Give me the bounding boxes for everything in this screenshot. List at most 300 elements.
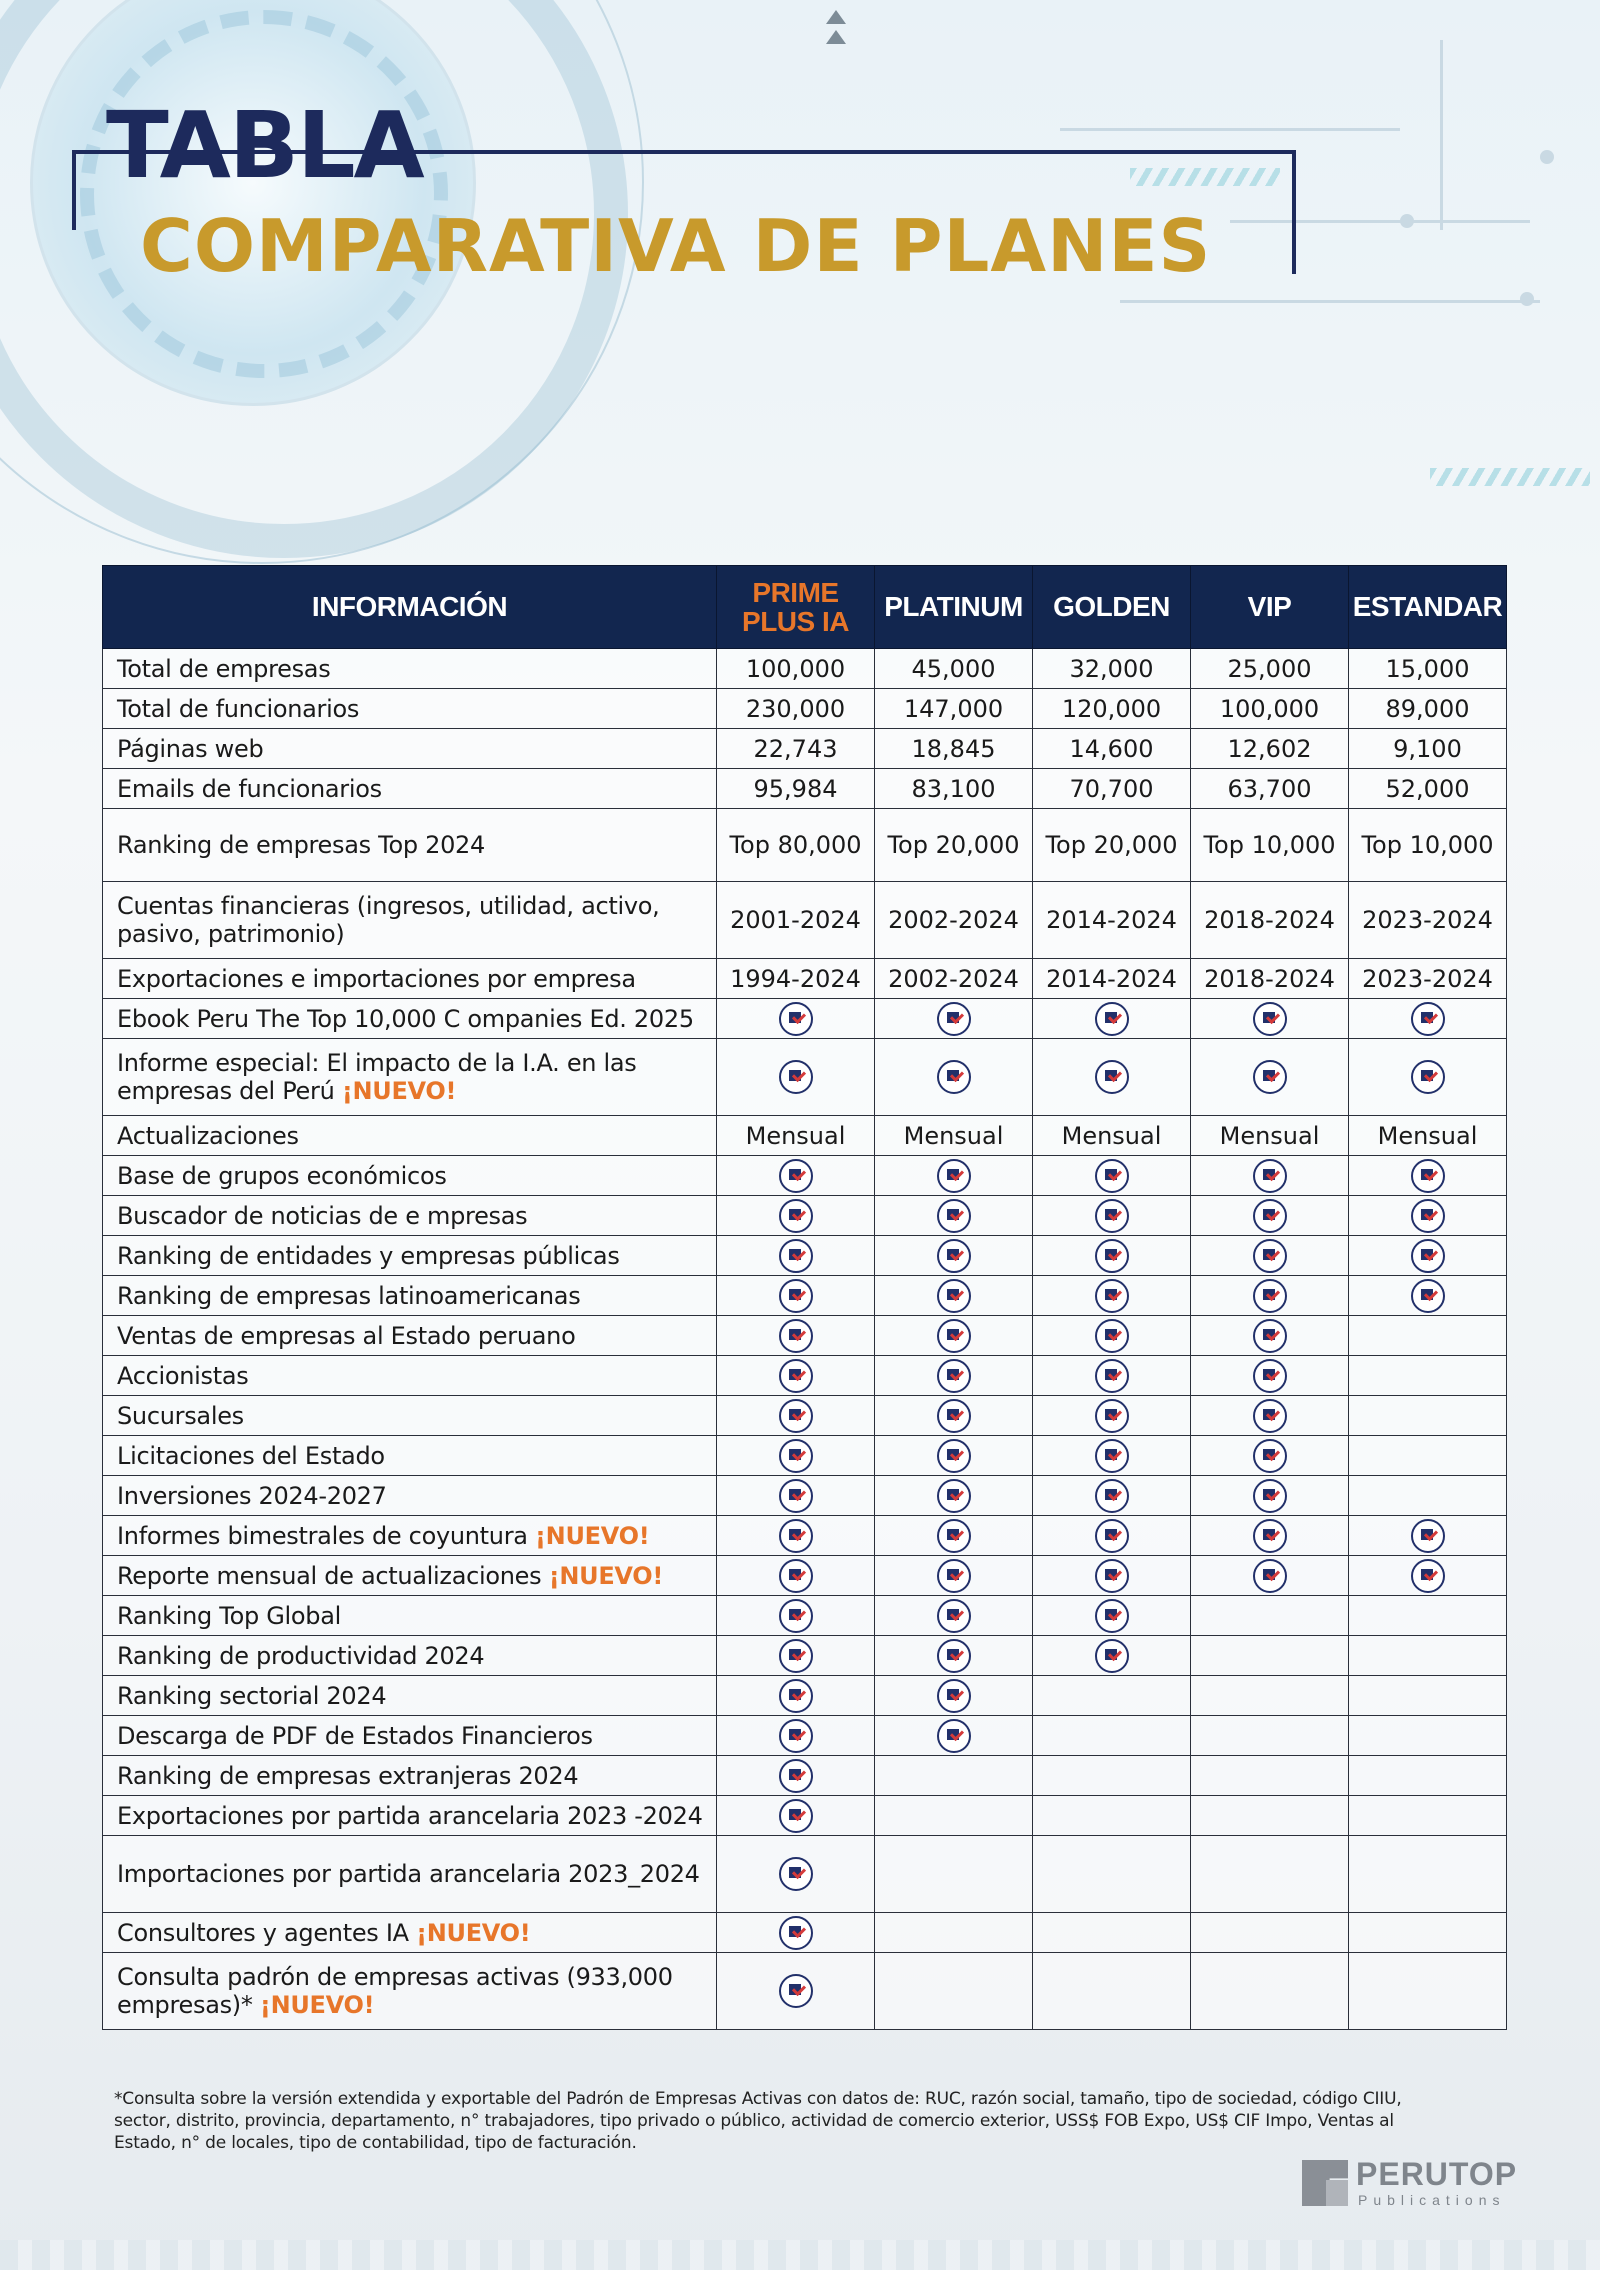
table-row <box>103 1396 1507 1436</box>
footnote: *Consulta sobre la versión extendida y exportable del Padrón de Empresas Activas con datos de: RUC, razón social, tamaño, tipo de sociedad, código CIIU, sector, distrito, provincia, departamento, n° trabajadores, tipo privado o público, actividad de comercio exterior, USS$ FOB Expo, US$ CIF Impo, Ventas al Estado, n° de locales, tipo de contabilidad, tipo de facturación. <box>114 2089 1402 2153</box>
row-label <box>103 1276 717 1316</box>
row-label-text: Importaciones por partida arancelaria 2023_2024 <box>117 1860 700 1888</box>
row-label <box>103 1116 717 1156</box>
plan-cell <box>1349 1276 1507 1316</box>
check-circle-icon <box>1095 1639 1129 1673</box>
plan-cell <box>717 1953 875 2030</box>
plan-cell <box>1349 1676 1507 1716</box>
row-label-text: Ranking de empresas latinoamericanas <box>117 1281 581 1310</box>
plan-cell <box>717 1516 875 1556</box>
row-label <box>103 1676 717 1716</box>
table-row <box>103 1236 1507 1276</box>
plan-cell: 1994-2024 <box>717 959 875 999</box>
logo-name: PERUTOP <box>1356 2156 1518 2192</box>
plan-cell <box>875 1596 1033 1636</box>
plan-cell: 100,000 <box>717 649 875 689</box>
row-label <box>103 1236 717 1276</box>
plan-cell <box>1191 1756 1349 1796</box>
check-circle-icon <box>1253 1060 1287 1094</box>
table-row <box>103 959 1507 999</box>
plan-cell <box>1349 1156 1507 1196</box>
check-circle-icon <box>937 1002 971 1036</box>
row-label-text: Ranking de empresas extranjeras 2024 <box>117 1761 579 1790</box>
plan-cell <box>1191 1476 1349 1516</box>
row-label-text: Sucursales <box>117 1401 244 1430</box>
plan-cell: Top 10,000 <box>1349 809 1507 882</box>
plan-cell <box>875 1276 1033 1316</box>
check-circle-icon <box>1411 1239 1445 1273</box>
plan-cell: 63,700 <box>1191 769 1349 809</box>
check-circle-icon <box>1095 1599 1129 1633</box>
plan-cell: 18,845 <box>875 729 1033 769</box>
row-label-text: Descarga de PDF de Estados Financieros <box>117 1721 593 1750</box>
plan-cell: Mensual <box>1191 1116 1349 1156</box>
table-row <box>103 1556 1507 1596</box>
plan-cell <box>1349 1316 1507 1356</box>
check-circle-icon <box>779 1479 813 1513</box>
table-row <box>103 1476 1507 1516</box>
plan-cell <box>1349 1196 1507 1236</box>
plan-cell <box>1033 1396 1191 1436</box>
plan-cell: Mensual <box>875 1116 1033 1156</box>
row-label <box>103 1436 717 1476</box>
row-label <box>103 1756 717 1796</box>
plan-cell: 83,100 <box>875 769 1033 809</box>
row-label <box>103 999 717 1039</box>
perutop-logo-icon <box>1326 2180 1348 2206</box>
row-label-text: Ranking de empresas Top 2024 <box>117 831 485 859</box>
plan-cell <box>1349 1556 1507 1596</box>
check-circle-icon <box>779 1319 813 1353</box>
check-circle-icon <box>937 1060 971 1094</box>
row-label-text: Páginas web <box>117 734 264 763</box>
plan-cell <box>1191 1796 1349 1836</box>
table-row <box>103 1516 1507 1556</box>
plan-cell <box>875 1156 1033 1196</box>
plan-cell <box>1349 1516 1507 1556</box>
plan-cell <box>1349 1716 1507 1756</box>
plan-cell: Mensual <box>1033 1116 1191 1156</box>
table-row <box>103 649 1507 689</box>
plan-cell <box>1191 1156 1349 1196</box>
check-circle-icon <box>1253 1479 1287 1513</box>
plan-cell <box>1191 1436 1349 1476</box>
row-label <box>103 1316 717 1356</box>
row-label <box>103 1796 717 1836</box>
plan-cell <box>717 1196 875 1236</box>
check-circle-icon <box>1253 1199 1287 1233</box>
row-label <box>103 1596 717 1636</box>
plan-cell <box>1349 1356 1507 1396</box>
table-row <box>103 999 1507 1039</box>
row-label-text: Consultores y agentes IA <box>117 1918 409 1947</box>
check-circle-icon <box>1253 1319 1287 1353</box>
check-circle-icon <box>1095 1519 1129 1553</box>
plan-cell: 95,984 <box>717 769 875 809</box>
row-label <box>103 1953 717 2030</box>
check-circle-icon <box>779 1599 813 1633</box>
row-label-text: Actualizaciones <box>117 1121 299 1150</box>
plan-cell <box>1349 1836 1507 1913</box>
header-estandar: ESTANDAR <box>1349 566 1507 649</box>
row-label-text: Total de empresas <box>117 654 331 683</box>
check-circle-icon <box>937 1679 971 1713</box>
check-circle-icon <box>1095 1279 1129 1313</box>
new-badge: ¡NUEVO! <box>259 1991 375 2019</box>
plan-cell: 25,000 <box>1191 649 1349 689</box>
plan-cell <box>1349 1596 1507 1636</box>
plan-cell: 2002-2024 <box>875 882 1033 959</box>
row-label <box>103 1196 717 1236</box>
circuit-node <box>1540 150 1554 164</box>
plan-cell <box>717 1756 875 1796</box>
check-circle-icon <box>937 1279 971 1313</box>
plan-cell <box>1033 999 1191 1039</box>
check-circle-icon <box>1095 1060 1129 1094</box>
row-label <box>103 1836 717 1913</box>
plan-cell <box>1033 1796 1191 1836</box>
table-row <box>103 1913 1507 1953</box>
plan-cell <box>875 1039 1033 1116</box>
row-label <box>103 689 717 729</box>
check-circle-icon <box>1411 1199 1445 1233</box>
table-row <box>103 1436 1507 1476</box>
table-row <box>103 1116 1507 1156</box>
plan-cell: 147,000 <box>875 689 1033 729</box>
table-header-row <box>103 566 1507 649</box>
header-informacion: INFORMACIÓN <box>103 566 717 649</box>
check-circle-icon <box>1253 1559 1287 1593</box>
plan-cell <box>875 1676 1033 1716</box>
plan-cell: 2018-2024 <box>1191 959 1349 999</box>
plan-cell <box>1191 1836 1349 1913</box>
row-label-text: Licitaciones del Estado <box>117 1441 385 1470</box>
header-prime-plus-ia: PRIME PLUS IA <box>717 566 875 649</box>
plan-cell <box>717 1796 875 1836</box>
plan-cell <box>1191 1556 1349 1596</box>
check-circle-icon <box>779 1719 813 1753</box>
plan-cell <box>1349 1756 1507 1796</box>
plan-cell <box>1033 1913 1191 1953</box>
check-circle-icon <box>779 1359 813 1393</box>
plan-cell <box>875 1356 1033 1396</box>
row-label <box>103 649 717 689</box>
plan-cell <box>1033 1636 1191 1676</box>
plan-cell <box>1033 1316 1191 1356</box>
circuit-node <box>1400 214 1414 228</box>
row-label-text: Accionistas <box>117 1361 249 1390</box>
plan-cell: 2023-2024 <box>1349 959 1507 999</box>
check-circle-icon <box>1253 1359 1287 1393</box>
row-label-text: Base de grupos económicos <box>117 1161 447 1190</box>
plan-cell: 32,000 <box>1033 649 1191 689</box>
check-circle-icon <box>779 1974 813 2008</box>
check-circle-icon <box>779 1639 813 1673</box>
plan-cell <box>717 1596 875 1636</box>
check-circle-icon <box>1253 1002 1287 1036</box>
plan-cell <box>1033 1236 1191 1276</box>
check-circle-icon <box>1253 1279 1287 1313</box>
check-circle-icon <box>779 1799 813 1833</box>
hatch-decoration <box>1430 468 1590 486</box>
row-label <box>103 959 717 999</box>
check-circle-icon <box>1411 1060 1445 1094</box>
plan-cell <box>717 1356 875 1396</box>
table-row <box>103 882 1507 959</box>
table-row <box>103 769 1507 809</box>
plan-cell <box>1349 1636 1507 1676</box>
check-circle-icon <box>1095 1479 1129 1513</box>
perutop-logo <box>1302 2156 1518 2212</box>
check-circle-icon <box>1095 1239 1129 1273</box>
check-circle-icon <box>1411 1519 1445 1553</box>
check-circle-icon <box>1411 1559 1445 1593</box>
plans-comparison-table <box>102 565 1506 2030</box>
table-row <box>103 1836 1507 1913</box>
check-circle-icon <box>779 1857 813 1891</box>
check-circle-icon <box>937 1719 971 1753</box>
check-circle-icon <box>779 1002 813 1036</box>
check-circle-icon <box>1253 1439 1287 1473</box>
new-badge: ¡NUEVO! <box>341 1077 457 1105</box>
circuit-line <box>1440 40 1443 230</box>
plan-cell <box>875 999 1033 1039</box>
plan-cell <box>717 1556 875 1596</box>
check-circle-icon <box>1095 1319 1129 1353</box>
table-row <box>103 689 1507 729</box>
table-row <box>103 1596 1507 1636</box>
plan-cell <box>1191 1356 1349 1396</box>
plan-cell: 22,743 <box>717 729 875 769</box>
plan-cell <box>717 1436 875 1476</box>
check-circle-icon <box>1095 1559 1129 1593</box>
table-row <box>103 1156 1507 1196</box>
plan-cell <box>1191 1396 1349 1436</box>
check-circle-icon <box>1253 1519 1287 1553</box>
plan-cell: 2023-2024 <box>1349 882 1507 959</box>
plan-cell <box>1033 1516 1191 1556</box>
row-label <box>103 1913 717 1953</box>
check-circle-icon <box>779 1439 813 1473</box>
row-label <box>103 809 717 882</box>
table-row <box>103 1636 1507 1676</box>
plan-cell <box>875 1836 1033 1913</box>
row-label <box>103 1356 717 1396</box>
plan-cell <box>717 1636 875 1676</box>
plan-cell: 100,000 <box>1191 689 1349 729</box>
plan-cell <box>717 1913 875 1953</box>
header-vip: VIP <box>1191 566 1349 649</box>
plan-cell <box>1191 999 1349 1039</box>
check-circle-icon <box>937 1239 971 1273</box>
check-circle-icon <box>779 1559 813 1593</box>
plan-cell: Mensual <box>717 1116 875 1156</box>
row-label <box>103 1516 717 1556</box>
plan-cell <box>875 1796 1033 1836</box>
plan-cell <box>1191 1236 1349 1276</box>
plan-cell: 52,000 <box>1349 769 1507 809</box>
header-platinum: PLATINUM <box>875 566 1033 649</box>
plan-cell <box>1349 1436 1507 1476</box>
plan-cell: 2014-2024 <box>1033 882 1191 959</box>
plan-cell <box>875 1436 1033 1476</box>
plan-cell <box>1033 1436 1191 1476</box>
row-label-text: Total de funcionarios <box>117 694 360 723</box>
check-circle-icon <box>1411 1279 1445 1313</box>
table-row <box>103 1796 1507 1836</box>
background-strip <box>0 2240 1600 2270</box>
row-label <box>103 882 717 959</box>
plan-cell <box>1033 1356 1191 1396</box>
check-circle-icon <box>937 1319 971 1353</box>
check-circle-icon <box>779 1279 813 1313</box>
new-badge: ¡NUEVO! <box>548 1561 664 1590</box>
row-label-text: Ranking sectorial 2024 <box>117 1681 387 1710</box>
row-label-text: Reporte mensual de actualizaciones <box>117 1561 542 1590</box>
plan-cell <box>875 1756 1033 1796</box>
plan-cell <box>875 1196 1033 1236</box>
plan-cell <box>875 1953 1033 2030</box>
plan-cell: 70,700 <box>1033 769 1191 809</box>
plan-cell: 89,000 <box>1349 689 1507 729</box>
plan-cell <box>1191 1596 1349 1636</box>
table-row <box>103 1316 1507 1356</box>
plan-cell <box>875 1396 1033 1436</box>
plan-cell <box>875 1913 1033 1953</box>
plan-cell <box>717 1676 875 1716</box>
plan-cell <box>717 1039 875 1116</box>
check-circle-icon <box>1095 1359 1129 1393</box>
plan-cell: 230,000 <box>717 689 875 729</box>
row-label-text: Buscador de noticias de e mpresas <box>117 1201 528 1230</box>
plan-cell: 2018-2024 <box>1191 882 1349 959</box>
plan-cell <box>1033 1196 1191 1236</box>
plan-cell <box>1191 1913 1349 1953</box>
plan-cell <box>717 1156 875 1196</box>
table-row <box>103 809 1507 882</box>
plan-cell <box>875 1236 1033 1276</box>
plan-cell <box>1191 1196 1349 1236</box>
plan-cell <box>1033 1556 1191 1596</box>
row-label-text: Ranking Top Global <box>117 1601 341 1630</box>
plan-cell: Top 80,000 <box>717 809 875 882</box>
new-badge: ¡NUEVO! <box>416 1918 531 1947</box>
plan-cell <box>1033 1716 1191 1756</box>
plan-cell <box>875 1316 1033 1356</box>
plan-cell: Top 10,000 <box>1191 809 1349 882</box>
plan-cell <box>1033 1953 1191 2030</box>
plan-cell <box>1191 1676 1349 1716</box>
check-circle-icon <box>937 1399 971 1433</box>
plan-cell: 45,000 <box>875 649 1033 689</box>
circuit-node <box>1520 292 1534 306</box>
row-label <box>103 1396 717 1436</box>
plan-cell <box>1349 1039 1507 1116</box>
triangle-up-icon <box>826 10 846 24</box>
plan-cell <box>1349 1913 1507 1953</box>
plan-cell <box>875 1716 1033 1756</box>
plan-cell <box>1191 1039 1349 1116</box>
check-circle-icon <box>1411 1159 1445 1193</box>
table-row <box>103 1756 1507 1796</box>
plan-cell <box>875 1556 1033 1596</box>
plan-cell <box>717 1276 875 1316</box>
row-label-text: Cuentas financieras (ingresos, utilidad, activo, pasivo, patrimonio) <box>117 892 660 948</box>
plan-cell: Mensual <box>1349 1116 1507 1156</box>
check-circle-icon <box>937 1199 971 1233</box>
plan-cell <box>1349 1476 1507 1516</box>
plan-cell: 15,000 <box>1349 649 1507 689</box>
title-line-2: COMPARATIVA DE PLANES <box>140 204 1212 288</box>
plan-cell <box>1349 1953 1507 2030</box>
check-circle-icon <box>779 1679 813 1713</box>
check-circle-icon <box>937 1599 971 1633</box>
table-row <box>103 1196 1507 1236</box>
plan-cell <box>875 1516 1033 1556</box>
page-title <box>72 92 1302 290</box>
plan-cell <box>1191 1276 1349 1316</box>
check-circle-icon <box>1253 1239 1287 1273</box>
check-circle-icon <box>1095 1199 1129 1233</box>
plan-cell <box>1033 1676 1191 1716</box>
check-circle-icon <box>779 1199 813 1233</box>
check-circle-icon <box>779 1060 813 1094</box>
row-label-text: Consulta padrón de empresas activas (933,000 empresas)* <box>117 1963 673 2019</box>
row-label-text: Exportaciones por partida arancelaria 2023 -2024 <box>117 1801 703 1830</box>
plan-cell <box>1033 1156 1191 1196</box>
plan-cell <box>717 1476 875 1516</box>
check-circle-icon <box>937 1479 971 1513</box>
plan-cell <box>717 999 875 1039</box>
plan-cell: 2001-2024 <box>717 882 875 959</box>
plan-cell: 2002-2024 <box>875 959 1033 999</box>
check-circle-icon <box>779 1399 813 1433</box>
plan-cell: Top 20,000 <box>1033 809 1191 882</box>
plan-cell: Top 20,000 <box>875 809 1033 882</box>
row-label <box>103 1156 717 1196</box>
row-label <box>103 1556 717 1596</box>
plan-cell <box>717 1236 875 1276</box>
check-circle-icon <box>779 1759 813 1793</box>
plan-cell <box>1191 1316 1349 1356</box>
circuit-line <box>1120 300 1540 303</box>
title-frame <box>72 150 106 230</box>
check-circle-icon <box>937 1439 971 1473</box>
plan-cell <box>1349 1236 1507 1276</box>
plan-cell <box>717 1396 875 1436</box>
title-line-1: TABLA <box>106 92 423 199</box>
plan-cell: 2014-2024 <box>1033 959 1191 999</box>
row-label <box>103 1716 717 1756</box>
plan-cell <box>875 1476 1033 1516</box>
table-row <box>103 1716 1507 1756</box>
row-label <box>103 769 717 809</box>
plan-cell <box>1349 999 1507 1039</box>
row-label-text: Emails de funcionarios <box>117 774 382 803</box>
row-label-text: Ranking de entidades y empresas públicas <box>117 1241 620 1270</box>
row-label <box>103 1039 717 1116</box>
row-label-text: Ebook Peru The Top 10,000 C ompanies Ed. 2025 <box>117 1004 694 1033</box>
check-circle-icon <box>1253 1159 1287 1193</box>
check-circle-icon <box>779 1916 813 1950</box>
plan-cell <box>1191 1516 1349 1556</box>
table-row <box>103 1039 1507 1116</box>
plan-cell: 12,602 <box>1191 729 1349 769</box>
table-row <box>103 1676 1507 1716</box>
row-label <box>103 1636 717 1676</box>
plan-cell <box>717 1716 875 1756</box>
check-circle-icon <box>1095 1399 1129 1433</box>
